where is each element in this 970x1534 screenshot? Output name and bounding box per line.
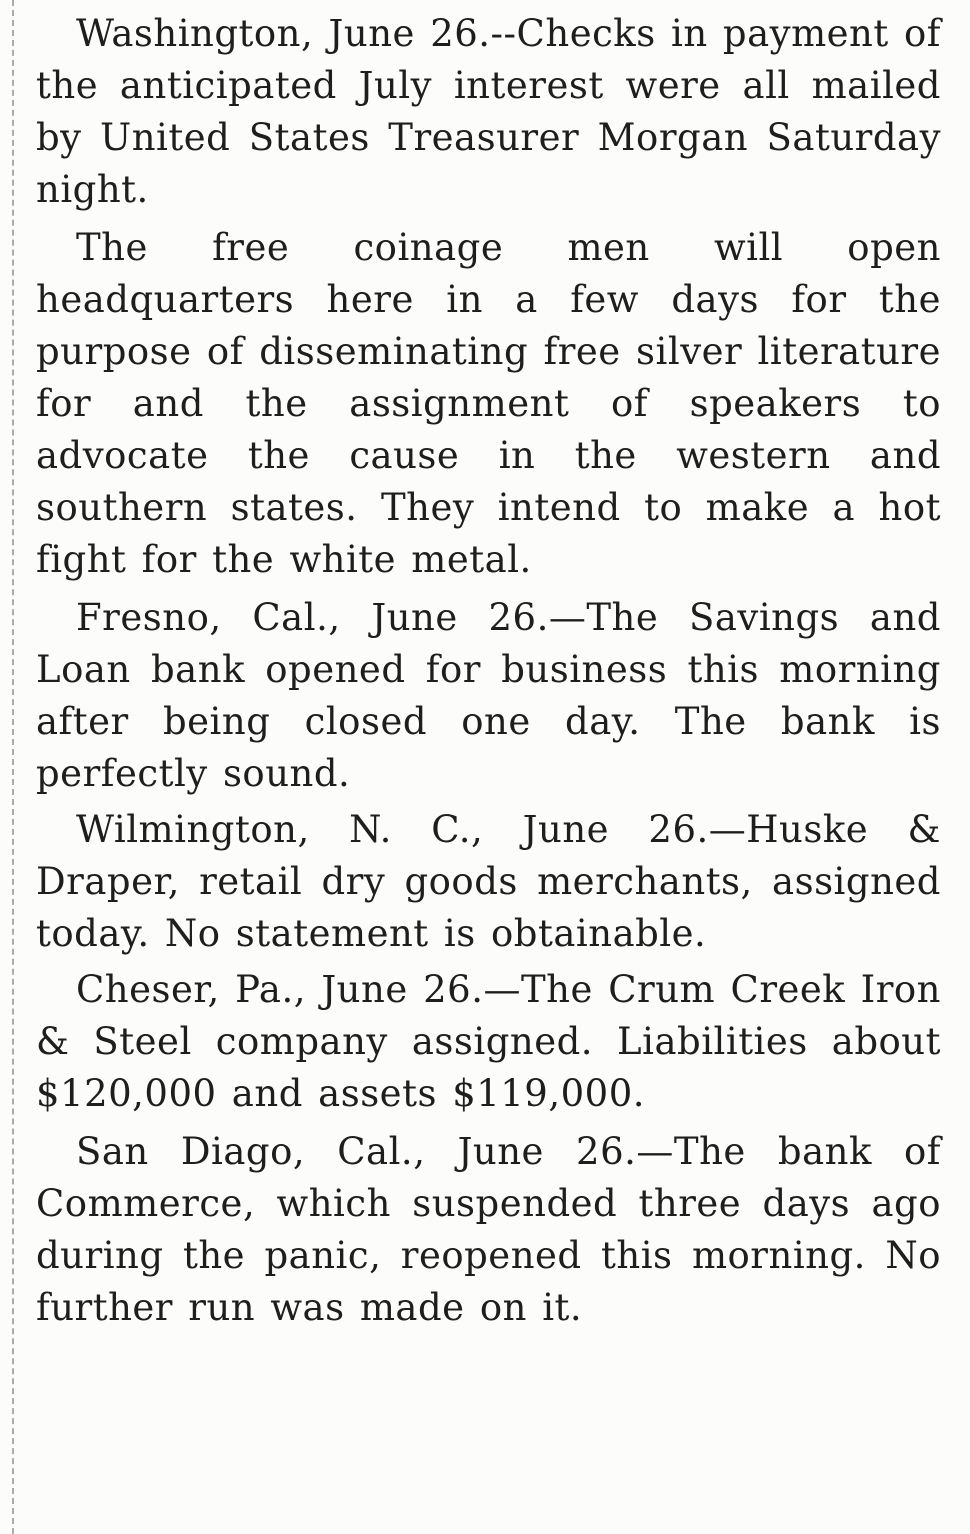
news-item-chester-iron-steel: Cheser, Pa., June 26.—The Crum Creek Iron & Steel company assigned. Liabilities about $120,000 and assets $119,000. xyxy=(36,968,941,1115)
news-item-washington-checks: Washington, June 26.--Checks in payment of the anticipated July interest were all mailed by United States Treasurer Morgan Saturday night. xyxy=(36,12,941,211)
news-item-fresno-bank: Fresno, Cal., June 26.—The Savings and Loan bank opened for business this morning after being closed one day. The bank is perfectly sound. xyxy=(36,596,941,795)
news-item-wilmington-assignment: Wilmington, N. C., June 26.—Huske & Draper, retail dry goods merchants, assigned today. No statement is obtainable. xyxy=(36,808,941,955)
news-item-san-diego-bank: San Diago, Cal., June 26.—The bank of Commerce, which suspended three days ago during the panic, reopened this morning. No further run was made on it. xyxy=(36,1130,941,1329)
news-item-free-coinage: The free coinage men will open headquarters here in a few days for the purpose of disseminating free silver literature for and the assignment of speakers to advocate the cause in the western and southern states. They intend to make a hot fight for the white metal. xyxy=(36,226,941,581)
article-column xyxy=(36,8,941,1340)
column-rule xyxy=(12,0,14,1534)
